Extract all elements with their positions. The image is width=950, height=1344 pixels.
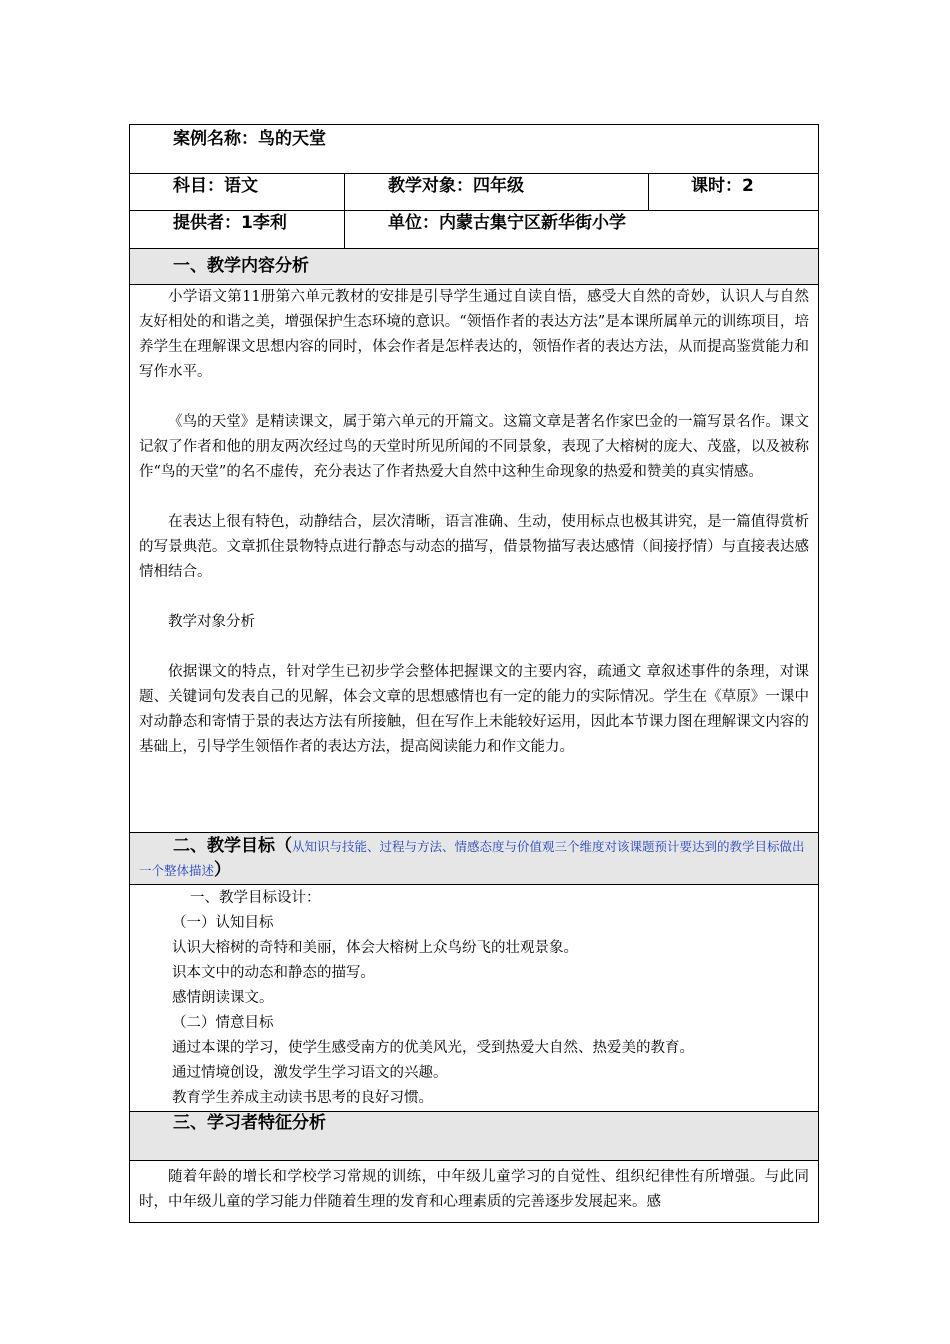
section2-body-cell [130, 885, 819, 1112]
section3-body-cell [130, 1161, 819, 1223]
objective-item: 教育学生养成主动读书思考的良好习惯。 [172, 1090, 433, 1106]
objective-item: 认识大榕树的奇特和美丽，体会大榕树上众鸟纷飞的壮观景象。 [172, 940, 578, 956]
objectives-instruction: 从知识与技能、过程与方法、情感态度与价值观三个维度对该课题预计要达到的教学目标做出一个整体描述 [139, 839, 805, 878]
case-name-cell [130, 125, 819, 174]
paragraph: 《鸟的天堂》是精读课文，属于第六单元的开篇文。这篇文章是著名作家巴金的一篇写景名作。课文记叙了作者和他的朋友两次经过鸟的天堂时所见所闻的不同景象，表现了大榕树的庞大、茂盛，以及被称作“鸟的天堂”的名不虚传，充分表达了作者热爱大自然中这种生命现象的热爱和赞美的真实情感。 [139, 414, 809, 480]
hours-cell [649, 174, 819, 211]
school-unit: 单位：内蒙古集宁区新华街小学 [388, 213, 626, 233]
objectives-heading: 一、教学目标设计： [190, 890, 321, 906]
objective-item: 通过情境创设，激发学生学习语文的兴趣。 [172, 1065, 448, 1081]
unit-cell [345, 211, 819, 249]
section1-body-cell [130, 285, 819, 833]
paragraph: 依据课文的特点，针对学生已初步学会整体把握课文的主要内容，疏通文 章叙述事件的条理，对课题、关键词句发表自己的见解，体会文章的思想感情也有一定的能力的实际情况。学生在《草原》一课中对动静态和寄情于景的表达方法有所接触，但在写作上未能较好运用，因此本节课力图在理解课文内容的基础上，引导学生领悟作者的表达方法，提高阅读能力和作文能力。 [139, 664, 809, 755]
objective-item: 感情朗读课文。 [172, 990, 274, 1006]
section3-title-cell [130, 1112, 819, 1161]
close-paren: ） [214, 860, 232, 880]
objective-item: 通过本课的学习，使学生感受南方的优美风光，受到热爱大自然、热爱美的教育。 [172, 1040, 694, 1056]
lesson-plan-table [129, 124, 819, 1223]
section2-title-cell [130, 833, 819, 885]
affective-goals-heading: （二）情意目标 [172, 1015, 274, 1031]
section-title-content-analysis: 一、教学内容分析 [173, 256, 309, 276]
open-paren: （ [275, 836, 292, 856]
lesson-plan-document [129, 124, 818, 1223]
subject-cell [130, 174, 345, 211]
subheading-audience-analysis: 教学对象分析 [168, 614, 255, 630]
section-title-learner-analysis: 三、学习者特征分析 [173, 1113, 326, 1133]
paragraph: 小学语文第11册第六单元教材的安排是引导学生通过自读自悟，感受大自然的奇妙，认识人与自然友好相处的和谐之美，增强保护生态环境的意识。“领悟作者的表达方法”是本课所属单元的训练项目，培养学生在理解课文思想内容的同时，体会作者是怎样表达的，领悟作者的表达方法，从而提高鉴赏能力和写作水平。 [139, 289, 809, 380]
objective-item: 识本文中的动态和静态的描写。 [172, 965, 375, 981]
provider-cell [130, 211, 345, 249]
provider: 提供者：1李利 [173, 213, 287, 233]
paragraph: 随着年龄的增长和学校学习常规的训练，中年级儿童学习的自觉性、组织纪律性有所增强。与此同时，中年级儿童的学习能力伴随着生理的发育和心理素质的完善逐步发展起来。感 [139, 1169, 809, 1210]
subject: 科目：语文 [173, 176, 258, 196]
class-hours: 课时：2 [691, 176, 754, 196]
audience: 教学对象：四年级 [388, 176, 524, 196]
section1-title-cell [130, 249, 819, 285]
audience-cell [345, 174, 649, 211]
paragraph: 在表达上很有特色，动静结合，层次清晰，语言准确、生动，使用标点也极其讲究，是一篇值得赏析的写景典范。文章抓住景物特点进行静态与动态的描写，借景物描写表达感情（间接抒情）与直接表达感情相结合。 [139, 514, 809, 580]
case-name: 案例名称：鸟的天堂 [173, 129, 326, 149]
cognitive-goals-heading: （一）认知目标 [172, 915, 274, 931]
section-title-objectives: 二、教学目标 [173, 836, 275, 856]
